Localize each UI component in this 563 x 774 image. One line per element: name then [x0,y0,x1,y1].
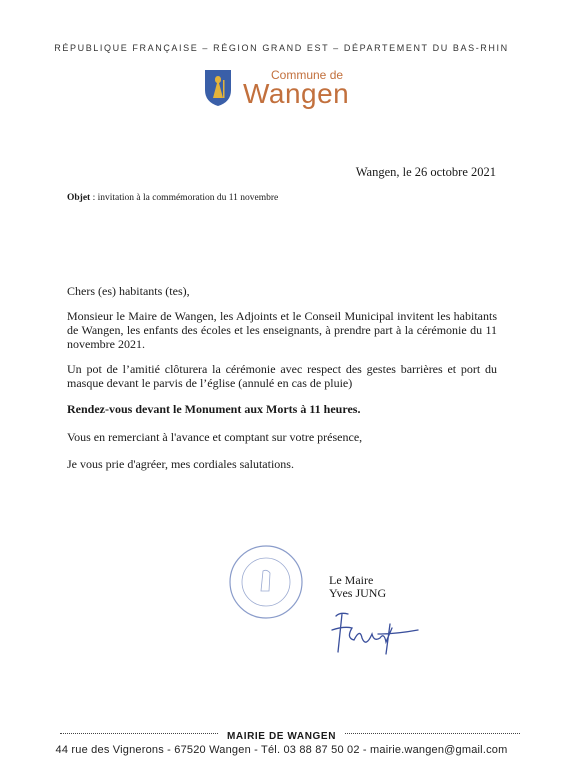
letter-date: Wangen, le 26 octobre 2021 [355,165,496,179]
logo-wangen: Wangen [243,78,350,109]
shield-icon [203,68,233,108]
logo-commune-de: Commune de [271,68,344,82]
signatory-role: Le Maire [329,573,374,587]
footer-title-text: MAIRIE DE WANGEN [219,731,344,742]
greeting: Chers (es) habitants (tes), [67,284,190,298]
commune-logo [203,68,373,112]
subject-text: : invitation à la commémoration du 11 novembre [90,193,279,203]
header-topline: RÉPUBLIQUE FRANÇAISE – RÉGION GRAND EST – DÉPARTEMENT DU BAS-RHIN [54,43,509,53]
thanks-line: Vous en remerciant à l'avance et comptant sur votre présence, [67,430,363,444]
paragraph-reception: Un pot de l’amitié clôturera la cérémonie avec respect des gestes barrières et port du masque devant le parvis de l’église (annulé en cas de pluie) [67,362,497,390]
footer-address: 44 rue des Vignerons - 67520 Wangen - Tél. 03 88 87 50 02 - mairie.wangen@gmail.com [55,744,508,756]
signatory-name: Yves JUNG [329,586,387,600]
closing-line: Je vous prie d'agréer, mes cordiales salutations. [67,457,294,471]
mairie-stamp [227,543,305,621]
footer-title [0,726,563,744]
handwritten-signature [322,608,422,658]
rendezvous-line: Rendez-vous devant le Monument aux Morts à 11 heures. [67,402,361,416]
letter-subject [67,193,278,203]
subject-label: Objet [67,193,91,203]
paragraph-invitation: Monsieur le Maire de Wangen, les Adjoints et le Conseil Municipal invitent les habitants de Wangen, les enfants des écoles et les enseignants, à prendre part à la cérémonie du 11 novembre 2021. [67,309,497,351]
